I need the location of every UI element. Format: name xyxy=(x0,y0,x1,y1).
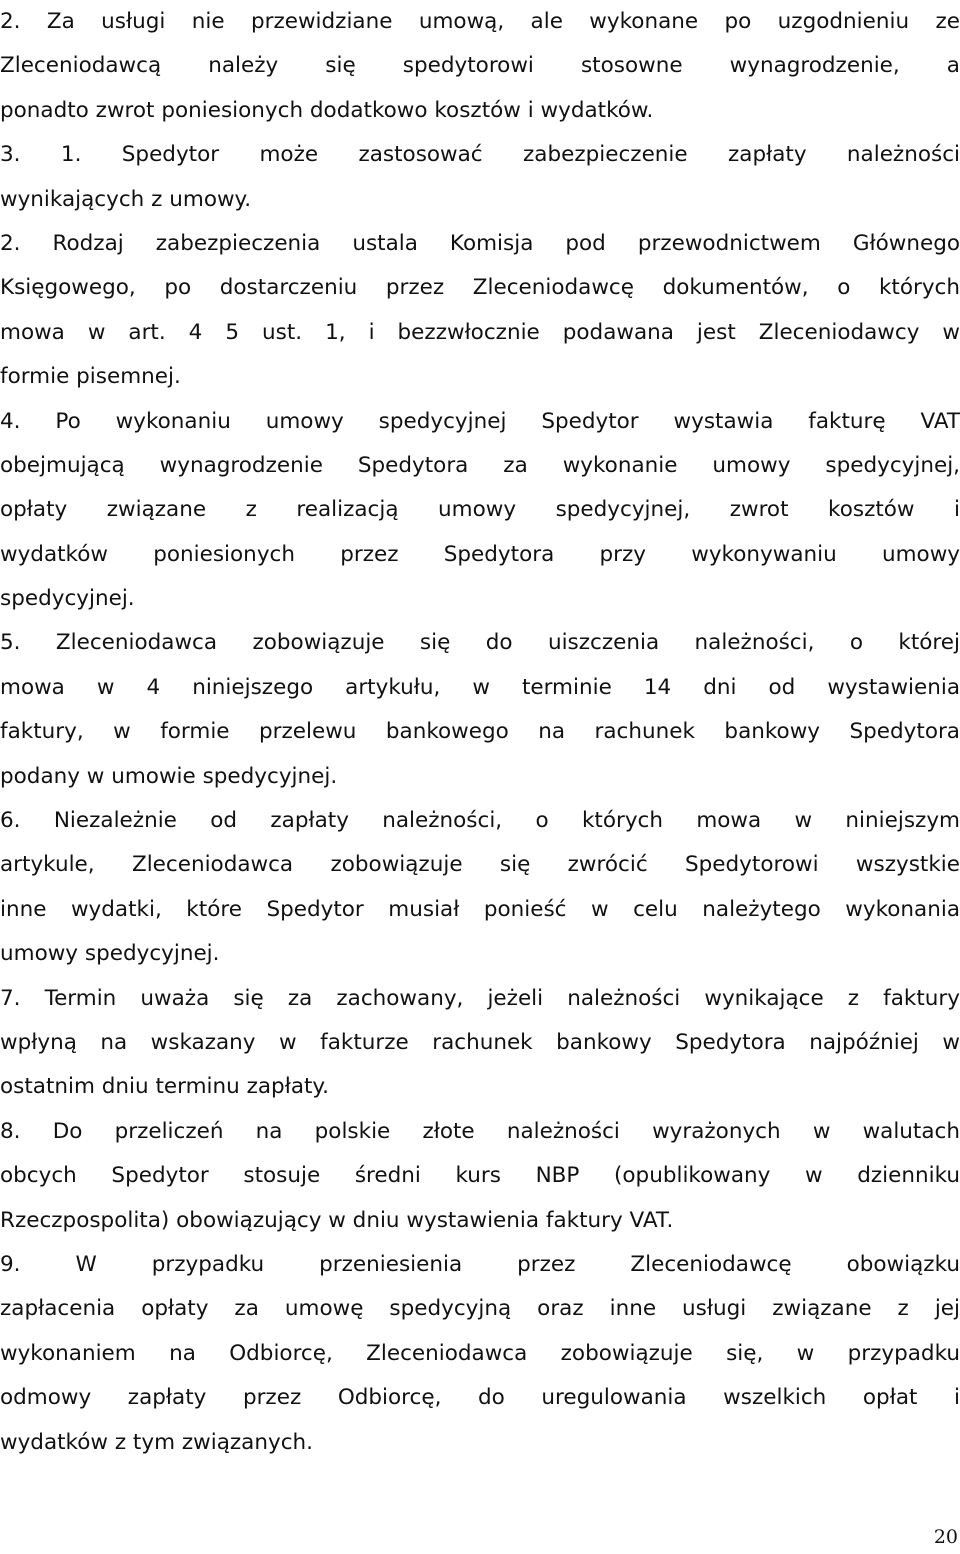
text-line: ostatnim dniu terminu zapłaty. xyxy=(0,1074,329,1100)
text-line: obejmującą wynagrodzenie Spedytora za wykonanie umowy spedycyjnej, xyxy=(0,452,960,478)
text-line: Księgowego, po dostarczeniu przez Zleceniodawcę dokumentów, o których xyxy=(0,275,960,301)
text-line: spedycyjnej. xyxy=(0,586,135,612)
text-line: opłaty związane z realizacją umowy spedycyjnej, zwrot kosztów i xyxy=(0,497,960,523)
page-number: 20 xyxy=(933,1526,958,1548)
text-line: Rzeczpospolita) obowiązujący w dniu wystawienia faktury VAT. xyxy=(0,1207,674,1233)
text-line: 2. Rodzaj zabezpieczenia ustala Komisja pod przewodnictwem Głównego xyxy=(0,230,960,256)
text-line: formie pisemnej. xyxy=(0,364,181,390)
text-line: podany w umowie spedycyjnej. xyxy=(0,763,338,789)
text-line: 8. Do przeliczeń na polskie złote należności wyrażonych w walutach xyxy=(0,1118,960,1144)
text-line: ponadto zwrot poniesionych dodatkowo kosztów i wydatków. xyxy=(0,97,654,123)
text-line: odmowy zapłaty przez Odbiorcę, do uregulowania wszelkich opłat i xyxy=(0,1385,960,1411)
text-line: wpłyną na wskazany w fakturze rachunek bankowy Spedytora najpóźniej w xyxy=(0,1029,960,1055)
text-line: umowy spedycyjnej. xyxy=(0,941,220,967)
text-line: wynikających z umowy. xyxy=(0,186,252,212)
text-line: obcych Spedytor stosuje średni kurs NBP (opublikowany w dzienniku xyxy=(0,1163,960,1189)
text-line: zapłacenia opłaty za umowę spedycyjną oraz inne usługi związane z jej xyxy=(0,1296,960,1322)
text-line: 7. Termin uważa się za zachowany, jeżeli należności wynikające z faktury xyxy=(0,985,960,1011)
text-line: mowa w art. 4 5 ust. 1, i bezzwłocznie podawana jest Zleceniodawcy w xyxy=(0,319,960,345)
text-line: 3. 1. Spedytor może zastosować zabezpieczenie zapłaty należności xyxy=(0,142,960,168)
text-line: wykonaniem na Odbiorcę, Zleceniodawca zobowiązuje się, w przypadku xyxy=(0,1340,960,1366)
text-line: inne wydatki, które Spedytor musiał ponieść w celu należytego wykonania xyxy=(0,896,960,922)
text-line: 5. Zleceniodawca zobowiązuje się do uiszczenia należności, o której xyxy=(0,630,960,656)
text-line: wydatków z tym związanych. xyxy=(0,1429,313,1455)
text-line: Zleceniodawcą należy się spedytorowi stosowne wynagrodzenie, a xyxy=(0,53,960,79)
text-line: faktury, w formie przelewu bankowego na rachunek bankowy Spedytora xyxy=(0,719,960,745)
text-line: mowa w 4 niniejszego artykułu, w terminie 14 dni od wystawienia xyxy=(0,674,960,700)
text-line: 2. Za usługi nie przewidziane umową, ale wykonane po uzgodnieniu ze xyxy=(0,9,960,34)
text-line: wydatków poniesionych przez Spedytora przy wykonywaniu umowy xyxy=(0,541,960,567)
text-line: 6. Niezależnie od zapłaty należności, o których mowa w niniejszym xyxy=(0,808,960,834)
text-line: 9. W przypadku przeniesienia przez Zleceniodawcę obowiązku xyxy=(0,1251,960,1277)
text-line: 4. Po wykonaniu umowy spedycyjnej Spedytor wystawia fakturę VAT xyxy=(0,408,960,434)
text-line: artykule, Zleceniodawca zobowiązuje się zwrócić Spedytorowi wszystkie xyxy=(0,852,960,878)
